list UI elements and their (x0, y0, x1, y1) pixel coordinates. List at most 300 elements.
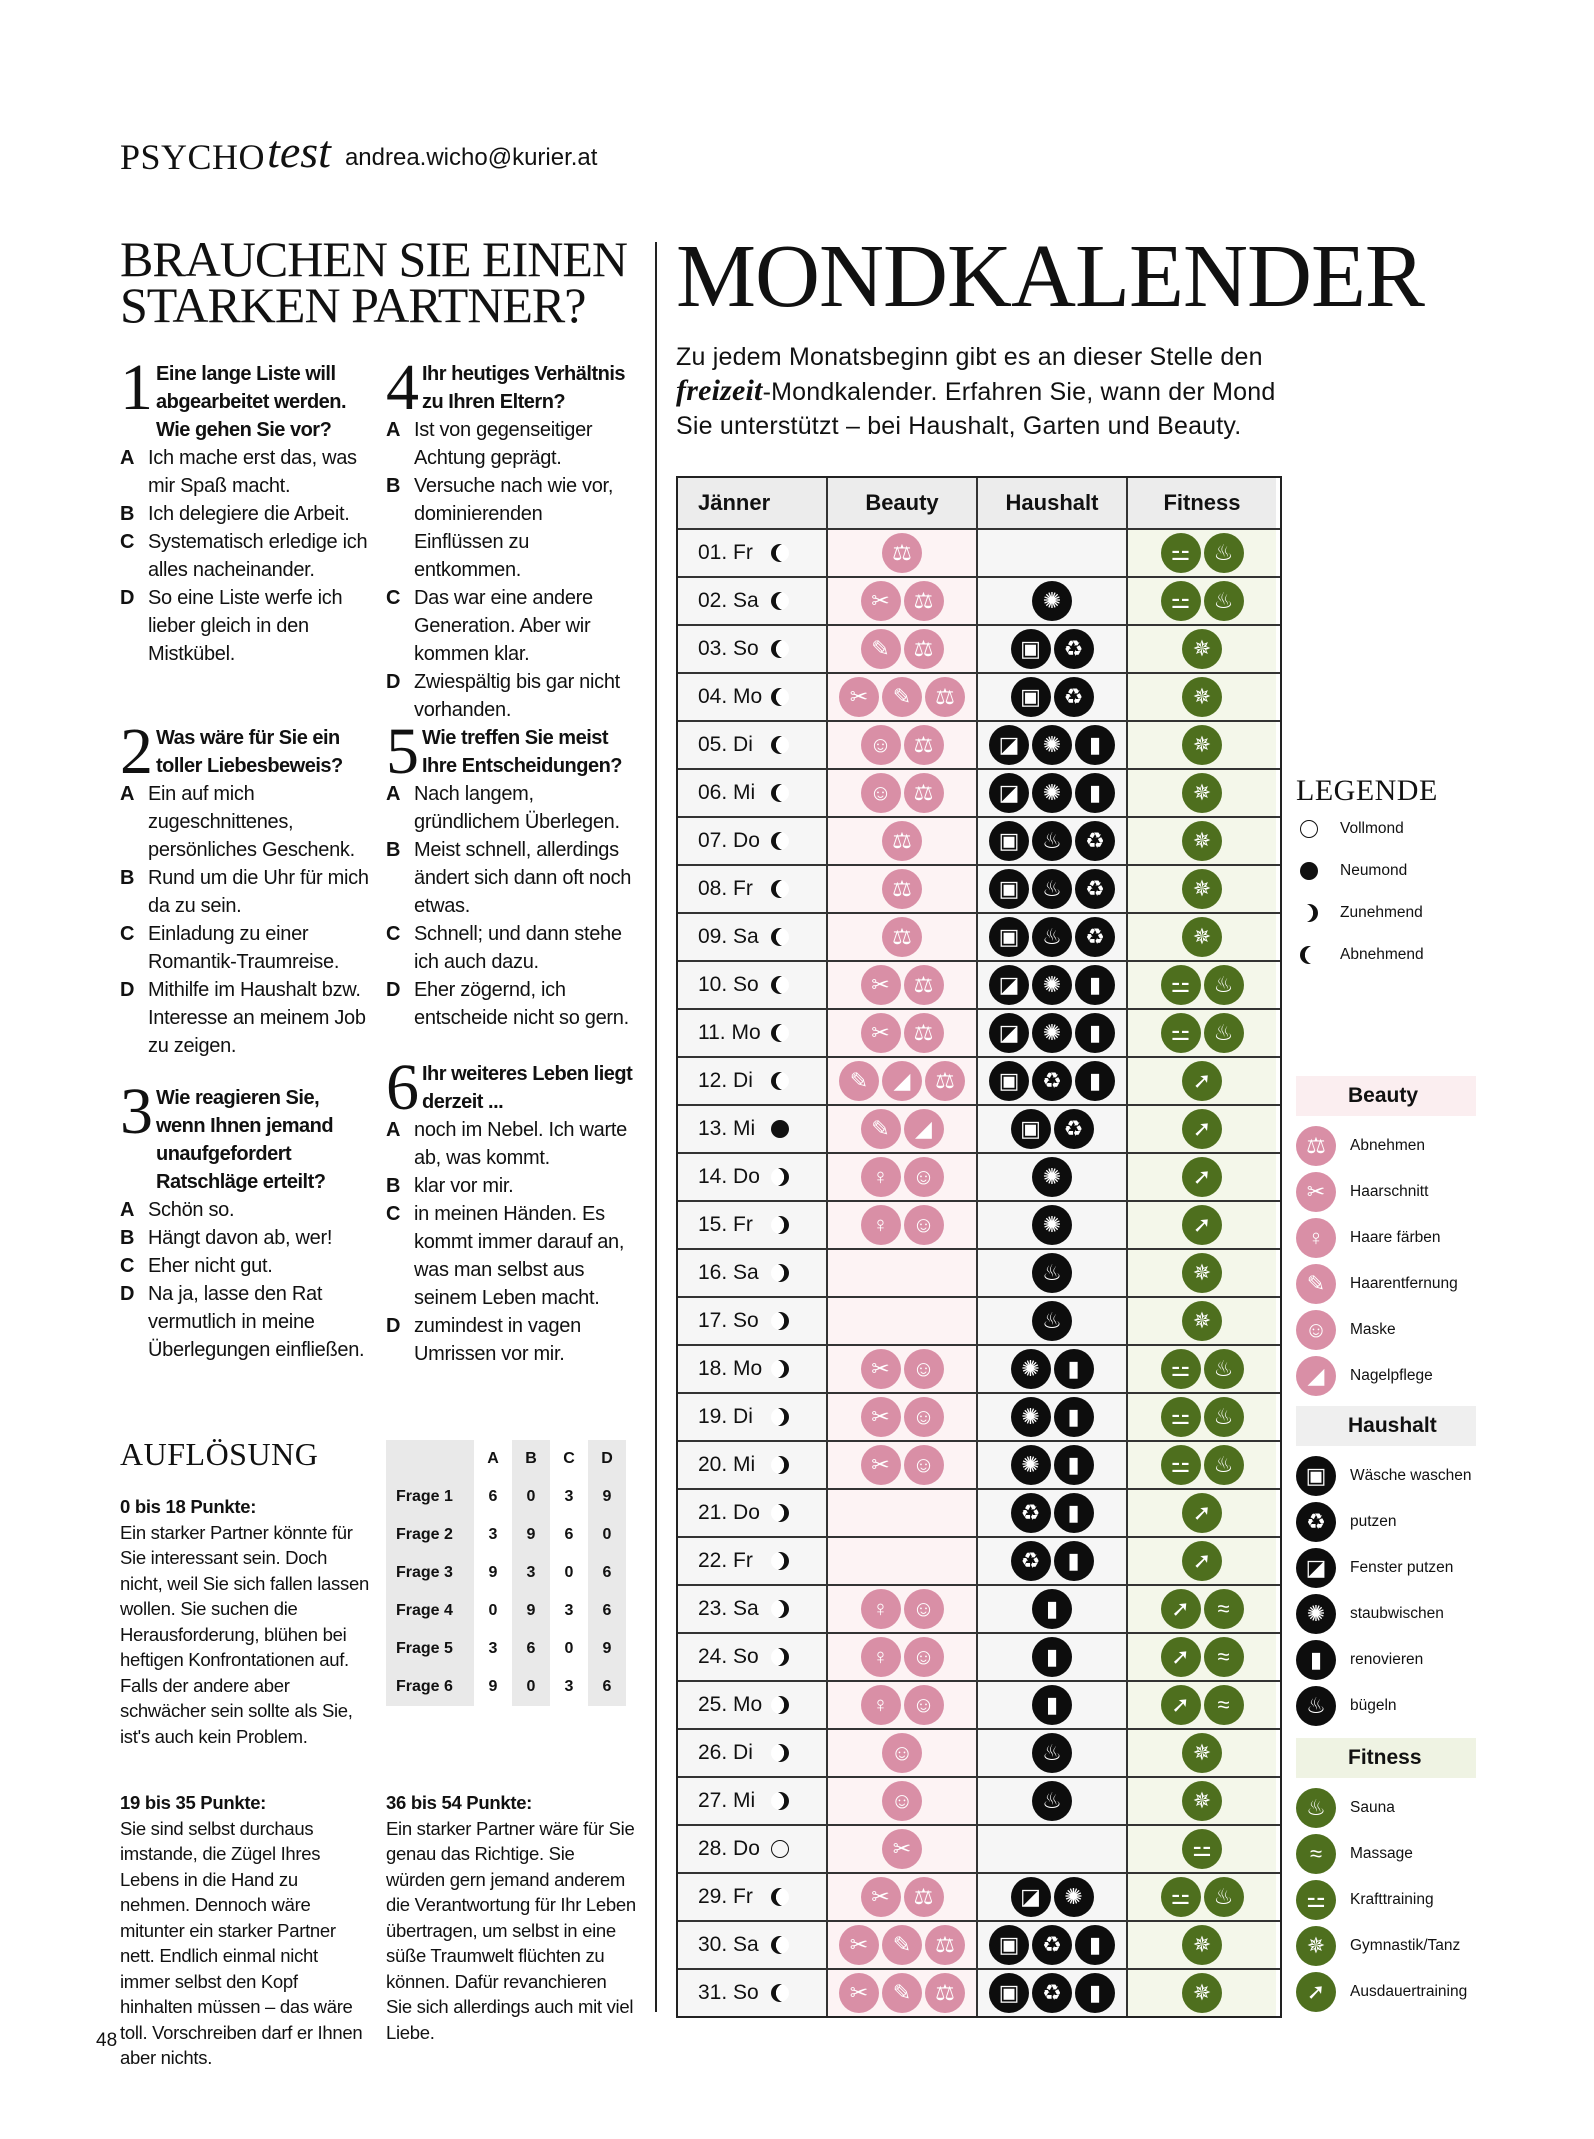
day-cell (678, 1490, 826, 1536)
option-letter: C (120, 923, 135, 945)
score-col-header: C (563, 1450, 575, 1467)
haushalt-cell (976, 1778, 1126, 1824)
waesche-icon: ▣ (1296, 1456, 1336, 1496)
putzen-icon: ♻ (1032, 1973, 1072, 2013)
ausdauer-icon: ➚ (1161, 1685, 1201, 1725)
calendar-row (678, 1104, 1280, 1152)
beauty-cell (826, 1442, 976, 1488)
answer-option-d[interactable] (120, 976, 370, 1060)
moon-full-icon (771, 1840, 789, 1858)
moon-wax-icon (771, 1504, 789, 1522)
score-cell: 3 (564, 1488, 574, 1505)
staubwischen-icon: ✺ (1011, 1349, 1051, 1389)
score-row (386, 1478, 626, 1516)
score-col-header: A (487, 1450, 499, 1467)
moon-wane-icon (771, 1024, 789, 1042)
answer-option-d[interactable] (386, 976, 636, 1032)
renovieren-icon: ▮ (1075, 1925, 1115, 1965)
day-label: 13. Mi (698, 1117, 756, 1140)
option-text: Eher zögernd, ich entscheide nicht so gern. (414, 979, 629, 1029)
question-number: 3 (120, 1075, 153, 1148)
answer-option-a[interactable] (386, 1116, 636, 1172)
fitness-cell (1126, 1490, 1276, 1536)
day-cell (678, 1346, 826, 1392)
legend-item-renovieren (1296, 1640, 1423, 1680)
beauty-cell (826, 1970, 976, 2016)
fitness-cell (1126, 1538, 1276, 1584)
legend-label: Nagelpflege (1350, 1367, 1433, 1384)
maske-icon: ☺ (904, 1589, 944, 1629)
fitness-cell (1126, 722, 1276, 768)
legend-item-buegeln (1296, 1686, 1397, 1726)
score-cell: 9 (488, 1564, 498, 1581)
calendar-row (678, 1296, 1280, 1344)
krafttraining-icon: ⚍ (1161, 1445, 1201, 1485)
maske-icon: ☺ (904, 1637, 944, 1677)
question-5 (386, 715, 636, 1032)
moon-wane-icon (771, 880, 789, 898)
fitness-cell (1126, 1106, 1276, 1152)
staubwischen-icon: ✺ (1011, 1397, 1051, 1437)
renovieren-icon: ▮ (1054, 1397, 1094, 1437)
answer-option-b[interactable] (386, 472, 636, 584)
beauty-cell (826, 1586, 976, 1632)
moon-wax-icon (1300, 904, 1318, 922)
fitness-cell (1126, 1394, 1276, 1440)
intro-line1: Zu jedem Monatsbeginn gibt es an dieser Stelle den (676, 343, 1263, 371)
sauna-icon: ♨ (1204, 965, 1244, 1005)
maske-icon: ☺ (861, 725, 901, 765)
answer-option-a[interactable] (386, 780, 636, 836)
legend-title: LEGENDE (1296, 774, 1438, 807)
day-label: 24. So (698, 1645, 759, 1668)
answer-option-b[interactable] (120, 864, 370, 920)
day-cell (678, 1154, 826, 1200)
day-label: 26. Di (698, 1741, 753, 1764)
beauty-cell (826, 1730, 976, 1776)
option-text: Eher nicht gut. (148, 1255, 273, 1277)
renovieren-icon: ▮ (1075, 1973, 1115, 2013)
result-text: Ein starker Partner wäre für Sie genau das Richtige. Sie würden gern jemand anderem die Verantwortung für Ihr Leben übertragen, um selbst in eine süße Traumwelt flüchten zu können. Dafür revanchieren Sie sich allerdings auch mit viel Liebe. (386, 1817, 636, 2043)
legend-label: putzen (1350, 1513, 1397, 1530)
fitness-cell (1126, 1298, 1276, 1344)
legend-item-maske (1296, 1310, 1396, 1350)
staubwischen-icon: ✺ (1032, 1205, 1072, 1245)
answer-option-c[interactable] (120, 1252, 370, 1280)
author-email[interactable]: andrea.wicho@kurier.at (344, 144, 598, 171)
result-head: 0 bis 18 Punkte: (120, 1496, 257, 1517)
sauna-icon: ♨ (1204, 1877, 1244, 1917)
score-cell: 6 (564, 1526, 574, 1543)
haarentfernung-icon: ✎ (882, 1973, 922, 2013)
haushalt-cell (976, 1922, 1126, 1968)
option-letter: D (120, 587, 135, 609)
maske-icon: ☺ (882, 1781, 922, 1821)
haushalt-cell (976, 1010, 1126, 1056)
calendar-row (678, 816, 1280, 864)
legend-item-waesche (1296, 1456, 1471, 1496)
gymnastik-icon: ✵ (1182, 677, 1222, 717)
gymnastik-icon: ✵ (1182, 773, 1222, 813)
legend-category-fit: Fitness (1296, 1738, 1476, 1778)
score-cell: 9 (512, 1516, 550, 1554)
fitness-cell (1126, 1154, 1276, 1200)
gymnastik-icon: ✵ (1182, 869, 1222, 909)
fitness-cell (1126, 530, 1276, 576)
abnehmen-icon: ⚖ (904, 629, 944, 669)
haarschnitt-icon: ✂ (861, 1397, 901, 1437)
beauty-cell (826, 770, 976, 816)
answer-option-d[interactable] (386, 668, 636, 724)
answer-option-c[interactable] (120, 920, 370, 976)
score-row (386, 1668, 626, 1706)
score-table (386, 1440, 626, 1706)
legend-label: Haarschnitt (1350, 1183, 1429, 1200)
legend-category-beauty: Beauty (1296, 1076, 1476, 1116)
answer-option-c[interactable] (120, 528, 370, 584)
haarschnitt-icon: ✂ (839, 1973, 879, 2013)
score-cell: 6 (588, 1668, 626, 1706)
score-col-header: B (512, 1440, 550, 1478)
score-cell: 0 (588, 1516, 626, 1554)
legend-label: Ausdauertraining (1350, 1983, 1468, 2000)
moon-wane-icon (771, 688, 789, 706)
renovieren-icon: ▮ (1032, 1589, 1072, 1629)
putzen-icon: ♻ (1032, 1925, 1072, 1965)
score-row-label: Frage 5 (386, 1630, 474, 1668)
day-cell (678, 818, 826, 864)
fitness-cell (1126, 1250, 1276, 1296)
score-cell: 3 (564, 1602, 574, 1619)
haarschnitt-icon: ✂ (861, 1349, 901, 1389)
moon-wane-icon (771, 592, 789, 610)
moon-wax-icon (771, 1696, 789, 1714)
haarefaerben-icon: ♀ (861, 1157, 901, 1197)
ausdauer-icon: ➚ (1161, 1637, 1201, 1677)
haushalt-cell (976, 962, 1126, 1008)
beauty-cell (826, 578, 976, 624)
day-label: 20. Mi (698, 1453, 756, 1476)
intro-text (676, 340, 1296, 443)
option-letter: C (386, 587, 401, 609)
answer-option-c[interactable] (386, 1200, 636, 1312)
option-text: Na ja, lasse den Rat vermutlich in meine Überlegungen einfließen. (148, 1283, 365, 1361)
option-letter: C (120, 531, 135, 553)
haushalt-cell (976, 1538, 1126, 1584)
legend-label: Sauna (1350, 1799, 1395, 1816)
moon-wane-icon (771, 1072, 789, 1090)
score-cell: 0 (564, 1564, 574, 1581)
answer-option-d[interactable] (120, 584, 370, 668)
option-text: noch im Nebel. Ich warte ab, was kommt. (414, 1119, 627, 1169)
answer-option-c[interactable] (386, 920, 636, 976)
calendar-header-row (678, 478, 1280, 528)
day-label: 15. Fr (698, 1213, 753, 1236)
fitness-cell (1126, 1874, 1276, 1920)
renovieren-icon: ▮ (1075, 1061, 1115, 1101)
option-text: So eine Liste werfe ich lieber gleich in den Mistkübel. (148, 587, 343, 665)
legend-label: Gymnastik/Tanz (1350, 1937, 1461, 1954)
calendar-row (678, 672, 1280, 720)
option-text: Mithilfe im Haushalt bzw. Interesse an meinem Job zu zeigen. (148, 979, 366, 1057)
score-cell: 0 (512, 1478, 550, 1516)
option-letter: B (120, 867, 135, 889)
day-cell (678, 1298, 826, 1344)
gymnastik-icon: ✵ (1182, 1301, 1222, 1341)
moon-full-icon (1300, 820, 1318, 838)
haushalt-cell (976, 818, 1126, 864)
score-cell: 9 (512, 1592, 550, 1630)
beauty-cell (826, 530, 976, 576)
score-cell: 6 (588, 1592, 626, 1630)
day-cell (678, 1970, 826, 2016)
moon-wax-icon (771, 1456, 789, 1474)
score-cell: 9 (488, 1678, 498, 1695)
renovieren-icon: ▮ (1032, 1637, 1072, 1677)
sauna-icon: ♨ (1204, 1013, 1244, 1053)
day-label: 27. Mi (698, 1789, 756, 1812)
putzen-icon: ♻ (1054, 1109, 1094, 1149)
day-label: 30. Sa (698, 1933, 759, 1956)
renovieren-icon: ▮ (1054, 1349, 1094, 1389)
waesche-icon: ▣ (989, 917, 1029, 957)
calendar-row (678, 960, 1280, 1008)
legend-moon-new (1300, 862, 1407, 880)
day-label: 06. Mi (698, 781, 756, 804)
option-letter: C (386, 1203, 401, 1225)
answer-option-b[interactable] (386, 1172, 636, 1200)
waesche-icon: ▣ (989, 821, 1029, 861)
beauty-cell (826, 1874, 976, 1920)
krafttraining-icon: ⚍ (1161, 581, 1201, 621)
renovieren-icon: ▮ (1075, 965, 1115, 1005)
question-6 (386, 1051, 636, 1368)
fitness-cell (1126, 1010, 1276, 1056)
haushalt-cell (976, 1202, 1126, 1248)
legend-label: Abnehmen (1350, 1137, 1425, 1154)
day-cell (678, 1106, 826, 1152)
beauty-cell (826, 1202, 976, 1248)
day-label: 11. Mo (698, 1021, 761, 1044)
haarschnitt-icon: ✂ (839, 1925, 879, 1965)
haushalt-cell (976, 1874, 1126, 1920)
calendar-row (678, 1968, 1280, 2016)
score-cell: 3 (488, 1640, 498, 1657)
renovieren-icon: ▮ (1032, 1685, 1072, 1725)
day-label: 19. Di (698, 1405, 753, 1428)
option-letter: D (120, 1283, 135, 1305)
haushalt-cell (976, 1346, 1126, 1392)
day-cell (678, 770, 826, 816)
calendar-row (678, 864, 1280, 912)
moon-wane-icon (771, 784, 789, 802)
staubwischen-icon: ✺ (1032, 773, 1072, 813)
legend-label: Massage (1350, 1845, 1413, 1862)
day-label: 25. Mo (698, 1693, 763, 1716)
option-text: Ist von gegenseitiger Achtung geprägt. (414, 419, 593, 469)
massage-icon: ≈ (1204, 1589, 1244, 1629)
answer-option-a[interactable] (120, 1196, 370, 1224)
legend-item-sauna (1296, 1788, 1395, 1828)
legend-label: staubwischen (1350, 1605, 1444, 1622)
legend-label: Abnehmend (1340, 946, 1424, 963)
putzen-icon: ♻ (1011, 1541, 1051, 1581)
beauty-cell (826, 1250, 976, 1296)
legend-label: Krafttraining (1350, 1891, 1434, 1908)
haushalt-cell (976, 1634, 1126, 1680)
moon-wane-icon (771, 976, 789, 994)
score-row-label: Frage 1 (386, 1478, 474, 1516)
waesche-icon: ▣ (989, 1925, 1029, 1965)
sauna-icon: ♨ (1204, 533, 1244, 573)
calendar-row (678, 1056, 1280, 1104)
renovieren-icon: ▮ (1296, 1640, 1336, 1680)
staubwischen-icon: ✺ (1054, 1877, 1094, 1917)
legend-label: Fenster putzen (1350, 1559, 1454, 1576)
score-cell: 9 (588, 1478, 626, 1516)
fitness-cell (1126, 674, 1276, 720)
haushalt-cell (976, 770, 1126, 816)
calendar-row (678, 1536, 1280, 1584)
legend-moon-marker (1300, 862, 1340, 880)
fitness-cell (1126, 914, 1276, 960)
renovieren-icon: ▮ (1054, 1445, 1094, 1485)
haarefaerben-icon: ♀ (861, 1589, 901, 1629)
sauna-icon: ♨ (1204, 1445, 1244, 1485)
day-label: 23. Sa (698, 1597, 759, 1620)
legend-item-krafttraining (1296, 1880, 1434, 1920)
moon-wax-icon (771, 1360, 789, 1378)
legend-moon-marker (1300, 820, 1340, 838)
moon-new-icon (1300, 862, 1318, 880)
fitness-cell (1126, 1346, 1276, 1392)
beauty-cell (826, 914, 976, 960)
sauna-icon: ♨ (1204, 1397, 1244, 1437)
legend-item-massage (1296, 1834, 1413, 1874)
renovieren-icon: ▮ (1054, 1493, 1094, 1533)
freizeit-brand: freizeit (676, 374, 763, 407)
day-cell (678, 1778, 826, 1824)
gymnastik-icon: ✵ (1182, 917, 1222, 957)
krafttraining-icon: ⚍ (1182, 1829, 1222, 1869)
fenster-icon: ◪ (989, 773, 1029, 813)
ausdauer-icon: ➚ (1182, 1109, 1222, 1149)
moon-new-icon (771, 1120, 789, 1138)
answer-option-c[interactable] (386, 584, 636, 668)
haushalt-cell (976, 1490, 1126, 1536)
putzen-icon: ♻ (1054, 677, 1094, 717)
abnehmen-icon: ⚖ (882, 533, 922, 573)
haarentfernung-icon: ✎ (861, 1109, 901, 1149)
answer-option-d[interactable] (386, 1312, 636, 1368)
answer-option-a[interactable] (120, 780, 370, 864)
maske-icon: ☺ (904, 1397, 944, 1437)
haarschnitt-icon: ✂ (861, 581, 901, 621)
abnehmen-icon: ⚖ (1296, 1126, 1336, 1166)
calendar-row (678, 1776, 1280, 1824)
nagelpflege-icon: ◢ (904, 1109, 944, 1149)
option-letter: D (386, 671, 401, 693)
answer-option-a[interactable] (386, 416, 636, 472)
moon-wax-icon (771, 1600, 789, 1618)
calendar-row (678, 1248, 1280, 1296)
day-cell (678, 1394, 826, 1440)
page-header (120, 118, 597, 178)
haushalt-cell (976, 530, 1126, 576)
result-0-18 (120, 1494, 370, 1749)
beauty-cell (826, 1154, 976, 1200)
option-letter: A (386, 1119, 401, 1141)
krafttraining-icon: ⚍ (1161, 1349, 1201, 1389)
maske-icon: ☺ (861, 773, 901, 813)
haarschnitt-icon: ✂ (861, 1013, 901, 1053)
legend-moon-marker (1300, 904, 1340, 922)
renovieren-icon: ▮ (1054, 1541, 1094, 1581)
fenster-icon: ◪ (989, 725, 1029, 765)
ausdauer-icon: ➚ (1161, 1589, 1201, 1629)
calendar-row (678, 1440, 1280, 1488)
moon-wax-icon (771, 1792, 789, 1810)
staubwischen-icon: ✺ (1032, 965, 1072, 1005)
sauna-icon: ♨ (1296, 1788, 1336, 1828)
calendar-row (678, 1344, 1280, 1392)
calendar-row (678, 1824, 1280, 1872)
question-text: Wie reagieren Sie, wenn Ihnen jemand unaufgefordert Ratschläge erteilt? (156, 1087, 334, 1193)
score-corner (386, 1440, 474, 1478)
score-cell: 9 (588, 1630, 626, 1668)
beauty-cell (826, 1106, 976, 1152)
day-cell (678, 1586, 826, 1632)
fitness-cell (1126, 962, 1276, 1008)
haushalt-cell (976, 1298, 1126, 1344)
abnehmen-icon: ⚖ (882, 917, 922, 957)
beauty-cell (826, 866, 976, 912)
answer-option-b[interactable] (386, 836, 636, 920)
question-number: 5 (386, 715, 419, 788)
calendar-row (678, 1872, 1280, 1920)
answer-option-b[interactable] (120, 500, 370, 528)
fitness-cell (1126, 1730, 1276, 1776)
question-number: 2 (120, 715, 153, 788)
page-number: 48 (96, 2030, 118, 2051)
gymnastik-icon: ✵ (1182, 1733, 1222, 1773)
score-row (386, 1554, 626, 1592)
maske-icon: ☺ (1296, 1310, 1336, 1350)
krafttraining-icon: ⚍ (1161, 1013, 1201, 1053)
ausdauer-icon: ➚ (1182, 1541, 1222, 1581)
haushalt-cell (976, 722, 1126, 768)
score-col-header: D (588, 1440, 626, 1478)
answer-option-a[interactable] (120, 444, 370, 500)
gymnastik-icon: ✵ (1182, 1973, 1222, 2013)
staubwischen-icon: ✺ (1032, 725, 1072, 765)
fitness-cell (1126, 818, 1276, 864)
psychotest-title: BRAUCHEN SIE EINEN STARKEN PARTNER? (120, 231, 627, 333)
option-letter: A (120, 447, 135, 469)
legend-item-haarefaerben (1296, 1218, 1440, 1258)
haarentfernung-icon: ✎ (839, 1061, 879, 1101)
moon-wane-icon (771, 640, 789, 658)
result-19-35 (120, 1790, 372, 2071)
beauty-cell (826, 722, 976, 768)
answer-option-d[interactable] (120, 1280, 370, 1364)
answer-option-b[interactable] (120, 1224, 370, 1252)
day-label: 17. So (698, 1309, 759, 1332)
day-label: 07. Do (698, 829, 760, 852)
haarefaerben-icon: ♀ (861, 1685, 901, 1725)
gymnastik-icon: ✵ (1182, 629, 1222, 669)
calendar-row (678, 1728, 1280, 1776)
